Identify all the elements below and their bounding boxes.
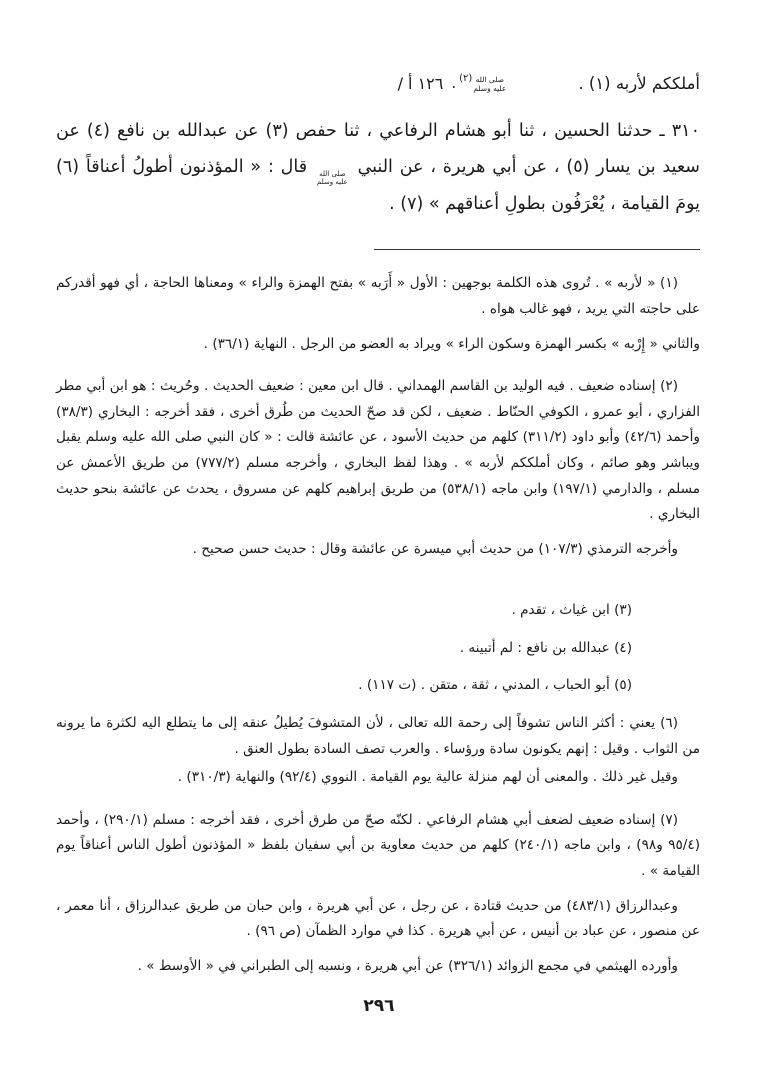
- footnote-2-cont: وأخرجه الترمذي (١٠٧/٣) من حديث أبي ميسرة عن عائشة وقال : حديث حسن صحيح .: [192, 540, 678, 557]
- page-content: [56, 74, 700, 979]
- footnote-3: (٣) ابن غياث ، تقدم .: [511, 602, 632, 619]
- folio-marker: / ١٢٦ أ: [397, 74, 444, 93]
- footnote-6: (٦) يعني : أكثر الناس تشوفاً إلى رحمة الله تعالى ، لأن المتشوفَ يُطيلُ عنقه إلى ما يتطلع اليه لكثرة ما يرونه من الثواب . وقيل : إنهم يكونون سادة ورؤساء . والعرب تصف السادة بطول العنق .: [56, 715, 700, 757]
- salla-allahu-alayhi-wasallam-mark: [317, 170, 348, 186]
- salla-allahu-alayhi-wasallam-mark: [473, 76, 506, 93]
- footnotes-section: [56, 271, 700, 979]
- footnote-7: (٧) إسناده ضعيف لضعف أبي هشام الرفاعي . لكنّه صحّ من طرق أخرى ، فقد أخرجه : مسلم (٢٩٠/١) ، وأحمد (٩٥/٤ و٩٨) ، وابن ماجه (٢٤٠/١) كلهم من حديث معاوية بن أبي سفيان بلفظ « المؤذنون أطول الناس أعناقاً يوم القيامة » .: [56, 811, 700, 880]
- salawat-mark-group: [451, 74, 506, 93]
- footnote-2: (٢) إسناده ضعيف . فيه الوليد بن القاسم الهمداني . قال ابن معين : ضعيف الحديث . وحُريث : هو ابن أبي مطر الفزاري ، أبو عمرو ، الكوفي الحنّاط . ضعيف ، لكن قد صحّ الحديث من طُرق أخرى ، فقد أخرجه : البخاري (٣٨/٣) وأحمد (٤٢/٦) وأبو داود (٣١١/٢) كلهم من حديث الأسود ، عن عائشة قالت : « كان النبي صلى الله عليه وسلم يقبل ويباشر وهو صائم ، وكان أملككم لأربه » . وهذا لفظ البخاري ، وأخرجه مسلم (٧٧٧/٢) من طريق الأعمش عن مسلم ، والدارمي (١٩٧/١) وابن ماجه (٥٣٨/١) من طريق إبراهيم كلهم عن مسروق ، يحدث عن عائشة بنحو حديث البخاري .: [56, 378, 700, 523]
- footnote-7-cont-1: وعبدالرزاق (٤٨٣/١) من حديث قتادة ، عن رجل ، عن أبي هريرة ، وابن حبان من طريق عبدالرزاق ، أنا معمر ، عن منصور ، عن عباد بن أنيس ، عن أبي هريرة . كذا في موارد الظمآن (ص ٩٦) .: [56, 897, 700, 940]
- hadith-paragraph: [56, 113, 700, 222]
- hadith-text-before-mark: ٣١٠ ـ حدثنا الحسين ، ثنا أبو هشام الرفاعي ، ثنا حفص (٣) عن عبدالله بن نافع (٤) عن سعيد بن يسار (٥) ، عن أبي هريرة ، عن النبي: [56, 121, 700, 178]
- page-header: [56, 74, 700, 93]
- footnote-7-cont-2: وأورده الهيثمي في مجمع الزوائد (٣٢٦/١) عن أبي هريرة ، ونسبه إلى الطبراني في « الأوسط » .: [137, 957, 678, 974]
- footnote-4: (٤) عبدالله بن نافع : لم أتبينه .: [459, 639, 632, 656]
- page-number: ٢٩٦: [363, 996, 395, 1016]
- salawat-line-2: عليه وسلم: [473, 83, 507, 93]
- salawat-line-1: صلى الله: [319, 170, 346, 179]
- footnote-separator-rule: [374, 249, 700, 250]
- catchword-text: أملككم لأربه (١) .: [578, 74, 700, 93]
- footnote-5: (٥) أبو الحباب ، المدني ، ثقة ، متقن . (ت ١١٧) .: [358, 677, 632, 694]
- hadith-text-after-mark: قال : « المؤذنون أطولُ أعناقاً (٦) يومَ القيامة ، يُعْرَفُون بطولِ أعناقهم » (٧) .: [56, 157, 700, 215]
- footnote-6-cont: وقيل غير ذلك . والمعنى أن لهم منزلة عالية يوم القيامة . النووي (٩٢/٤) والنهاية (٣١٠/٣) .: [177, 769, 678, 786]
- salawat-line-2: عليه وسلم: [316, 178, 348, 187]
- period: .: [451, 74, 457, 92]
- footnote-ref-2: (٢): [459, 73, 473, 84]
- footnote-1-cont: والثاني « إِرْبه » بكسر الهمزة وسكون الراء » ويراد به العضو من الرجل . النهاية (٣٦/١) .: [203, 335, 700, 352]
- salawat-line-1: صلى الله: [475, 75, 505, 84]
- footnote-1: (١) « لأربه » . تُروى هذه الكلمة بوجهين : الأول « أَرَبه » بفتح الهمزة والراء » ومعناها الحاجة ، أي فهو أقدركم على حاجته التي يريد ، فهو غالب هواه .: [56, 275, 700, 317]
